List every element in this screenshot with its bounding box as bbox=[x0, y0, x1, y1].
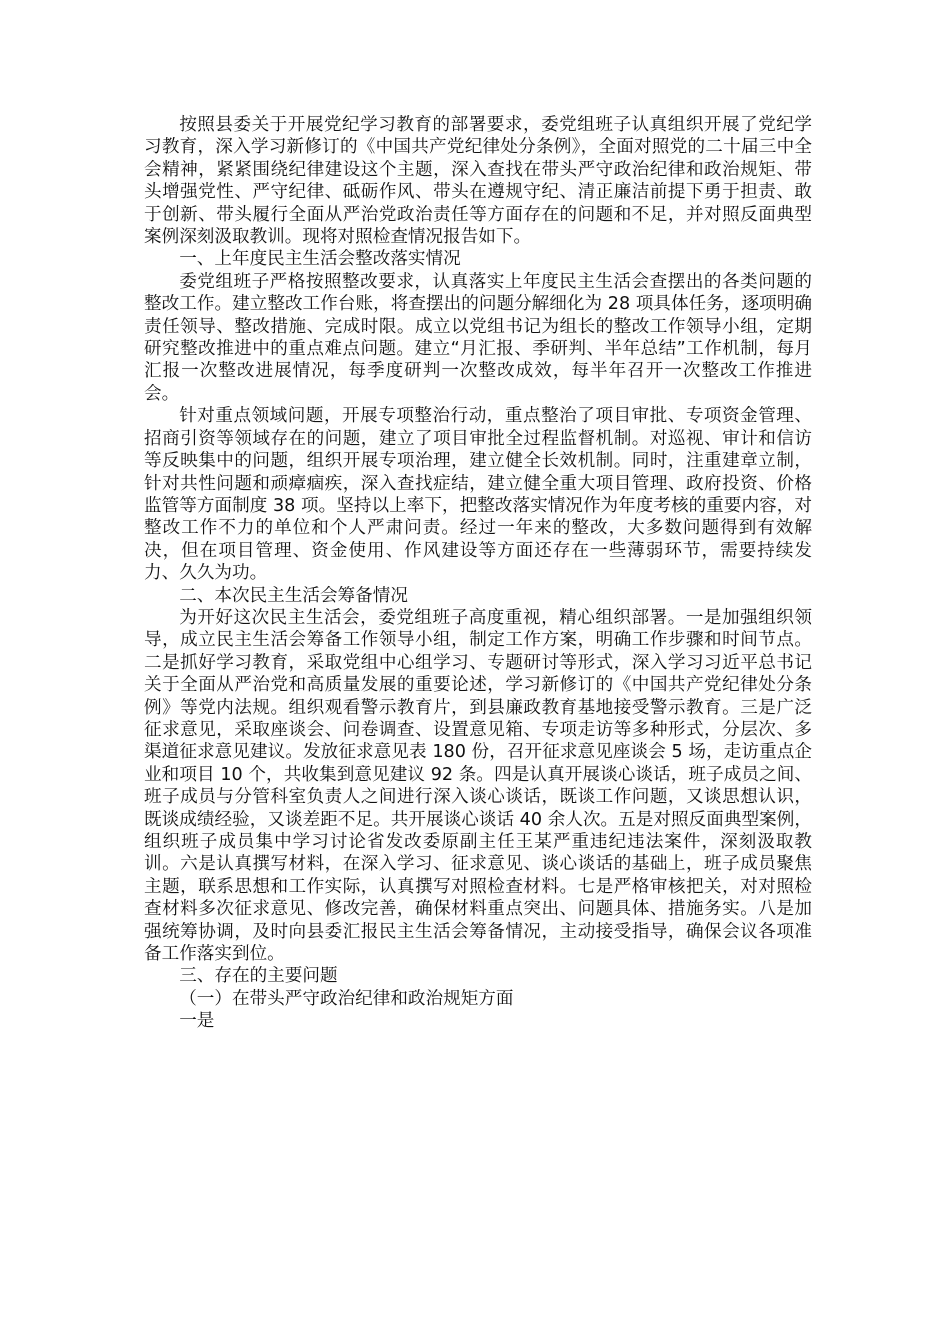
body-paragraph: 委党组班子严格按照整改要求，认真落实上年度民主生活会查摆出的各类问题的整改工作。建立整改工作台账，将查摆出的问题分解细化为 28 项具体任务，逐项明确责任领导、整改措施、完成时限。成立以党组书记为组长的整改工作领导小组，定期研究整改推进中的重点难点问题。建立“月汇报、季研判、半年总结”工作机制，每月汇报一次整改进展情况，每季度研判一次整改成效，每半年召开一次整改工作推进会。 bbox=[144, 271, 812, 404]
section-heading-2: 二、本次民主生活会筹备情况 bbox=[179, 585, 408, 606]
document-body bbox=[144, 114, 812, 1033]
body-paragraph: 一是 bbox=[179, 1011, 215, 1032]
subsection-heading-1: （一）在带头严守政治纪律和政治规矩方面 bbox=[179, 988, 514, 1009]
body-paragraph: 针对重点领域问题，开展专项整治行动，重点整治了项目审批、专项资金管理、招商引资等领域存在的问题，建立了项目审批全过程监督机制。对巡视、审计和信访等反映集中的问题，组织开展专项治理，建立健全长效机制。同时，注重建章立制，针对共性问题和顽瘴痼疾，深入查找症结，建立健全重大项目管理、政府投资、价格监管等方面制度 38 项。坚持以上率下，把整改落实情况作为年度考核的重要内容，对整改工作不力的单位和个人严肃问责。经过一年来的整改，大多数问题得到有效解决，但在项目管理、资金使用、作风建设等方面还存在一些薄弱环节，需要持续发力、久久为功。 bbox=[144, 406, 812, 584]
body-paragraph: 为开好这次民主生活会，委党组班子高度重视，精心组织部署。一是加强组织领导，成立民主生活会筹备工作领导小组，制定工作方案，明确工作步骤和时间节点。二是抓好学习教育，采取党组中心组学习、专题研讨等形式，深入学习习近平总书记关于全面从严治党和高质量发展的重要论述，学习新修订的《中国共产党纪律处分条例》等党内法规。组织观看警示教育片，到县廉政教育基地接受警示教育。三是广泛征求意见，采取座谈会、问卷调查、设置意见箱、专项走访等多种形式，分层次、多渠道征求意见建议。发放征求意见表 180 份，召开征求意见座谈会 5 场，走访重点企业和项目 10 个，共收集到意见建议 92 条。四是认真开展谈心谈话，班子成员之间、班子成员与分管科室负责人之间进行深入谈心谈话，既谈工作问题，又谈思想认识，既谈成绩经验，又谈差距不足。共开展谈心谈话 40 余人次。五是对照反面典型案例，组织班子成员集中学习讨论省发改委原副主任王某严重违纪违法案件，深刻汲取教训。六是认真撰写材料，在深入学习、征求意见、谈心谈话的基础上，班子成员聚焦主题，联系思想和工作实际，认真撰写对照检查材料。七是严格审核把关，对对照检查材料多次征求意见、修改完善，确保材料重点突出、问题具体、措施务实。八是加强统筹协调，及时向县委汇报民主生活会筹备情况，主动接受指导，确保会议各项准备工作落实到位。 bbox=[144, 607, 812, 965]
section-heading-1: 一、上年度民主生活会整改落实情况 bbox=[179, 249, 461, 270]
intro-paragraph: 按照县委关于开展党纪学习教育的部署要求，委党组班子认真组织开展了党纪学习教育，深入学习新修订的《中国共产党纪律处分条例》，全面对照党的二十届三中全会精神，紧紧围绕纪律建设这个主题，深入查找在带头严守政治纪律和政治规矩、带头增强党性、严守纪律、砥砺作风、带头在遵规守纪、清正廉洁前提下勇于担责、敢于创新、带头履行全面从严治党政治责任等方面存在的问题和不足，并对照反面典型案例深刻汲取教训。现将对照检查情况报告如下。 bbox=[144, 115, 812, 248]
section-heading-3: 三、存在的主要问题 bbox=[179, 966, 338, 987]
